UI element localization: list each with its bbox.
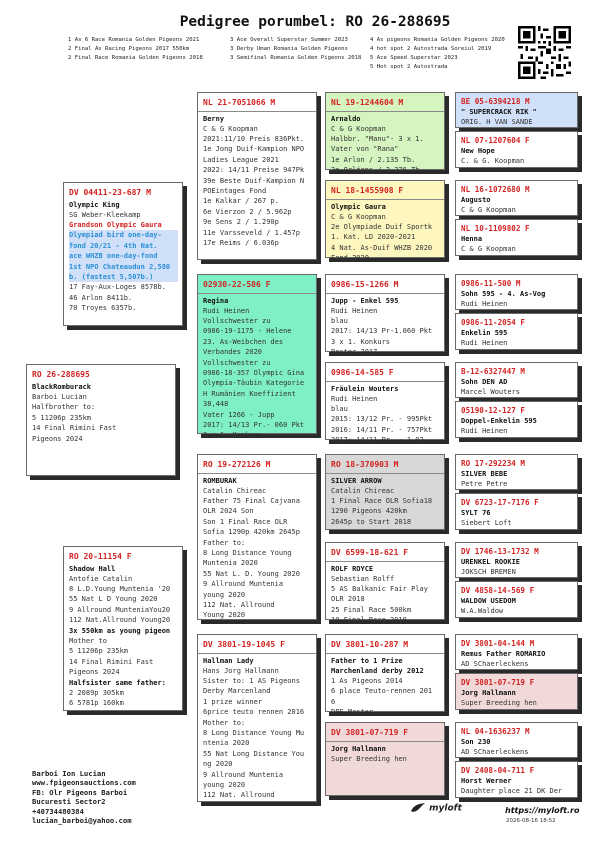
ring-number: NL 07-1207604 F	[461, 136, 530, 145]
pigeon-name: Son 230	[461, 738, 491, 746]
contact-line: www.fpigeonsauctions.com	[32, 778, 136, 788]
logo-text: myloft	[429, 803, 462, 814]
info-line: Derby Marcenland	[203, 687, 271, 696]
pigeon-name: New Hope	[461, 147, 495, 155]
info-line: Son 1 Final Race OLR	[203, 517, 288, 526]
pigeon-name: Father to 1 Prize Marchenland derby 2012	[331, 657, 424, 675]
info-line: 2e Orléans / 2.276 Tb.	[331, 166, 424, 175]
info-line: OLR 2024 Son	[203, 507, 254, 516]
owner-name: W.A.Waldow	[461, 607, 504, 615]
contact-line: +40734480384	[32, 806, 84, 816]
ring-number: NL 19-1244604 M	[331, 98, 404, 107]
divider	[198, 473, 316, 474]
info-line: Father 75 Final Cajvana	[203, 497, 300, 505]
pigeon-name: BlackRomburack	[32, 383, 92, 391]
achievement: 2 Final As Racing Pigeons 2017 550km	[68, 46, 190, 52]
owner-name: Siebert Loft	[461, 519, 512, 527]
granddam-maternal-card[interactable]	[197, 634, 317, 802]
pigeon-name: Henna	[461, 235, 483, 243]
ring-number: DV 4858-14-569 F	[461, 586, 535, 595]
pigeon-name: Hallman Lady	[203, 657, 254, 665]
pigeon-name: ROMBURAK	[203, 477, 237, 485]
pigeon-name: Regina	[203, 297, 229, 305]
info-line: 55 Nat L. D. Young 2020	[203, 569, 300, 578]
owner-name: Catalin Chireac	[331, 487, 395, 495]
achievement: 5 Hot spot 2 Autostrada	[370, 64, 448, 70]
info-line: Bester 2017	[331, 348, 378, 357]
info-line: Mother to	[69, 637, 107, 646]
divider	[326, 741, 444, 742]
divider	[198, 111, 316, 112]
highlight-line: b. (fastest 5,507b.)	[69, 272, 178, 282]
divider	[326, 473, 444, 474]
info-line: Vater von "Rana"	[331, 145, 399, 154]
ring-number: RO 20-11154 F	[69, 552, 132, 561]
pigeon-name: Sohn DEN AD	[461, 378, 508, 386]
info-line: Sofia 1290p 420km 2645p	[203, 528, 300, 537]
pigeon-name: Jupp - Enkel 595	[331, 297, 399, 305]
info-line: 5 11206p 235km	[69, 647, 129, 656]
info-line: 2021:11/10 Preis 836Pkt.	[203, 135, 305, 143]
owner-name: Rudi Heinen	[461, 427, 508, 435]
divider	[198, 293, 316, 294]
info-line: Vollschwester zu	[203, 317, 271, 325]
pigeon-name: Remus Father ROMARIO	[461, 650, 546, 658]
pigeon-name: Berny	[203, 115, 225, 123]
info-line: 8 Long Distance Young Mu	[203, 729, 305, 738]
ancestor-card-gen3-2[interactable]	[325, 180, 445, 263]
ring-number: 0986-15-1266 M	[331, 280, 399, 289]
ancestor-card-gen3-5[interactable]	[325, 454, 445, 530]
ancestor-card-gen4[interactable]	[455, 581, 578, 618]
grandsire-maternal-card[interactable]	[197, 454, 317, 620]
ancestor-card-gen4[interactable]	[455, 92, 578, 128]
achievement: 1 As 6 Race Romania Golden Pigeons 2021	[68, 37, 200, 43]
ring-number: DV 3801-07-719 F	[331, 728, 409, 737]
achievement: 4 As pigeons Romania Golden Pigeons 2020	[370, 37, 505, 43]
info-line: 2 2089p 305km	[69, 689, 124, 698]
info-line: Muntenia 2020	[203, 559, 258, 568]
owner-name: Petre Petre	[461, 480, 508, 488]
highlight-line: Olympiad bird one-day-	[69, 230, 178, 240]
info-line: 8 L.D.Young Muntenia '20	[69, 585, 171, 593]
info-line: blau	[331, 317, 348, 325]
info-line: 6	[331, 697, 336, 706]
highlight-line: Halfsister same father:	[69, 678, 166, 687]
info-line: 9 Allround MunteniaYou20	[69, 605, 171, 614]
ring-number: 0986-11-500 M	[461, 279, 521, 288]
owner-name: Hans Jorg Hallmann	[203, 667, 279, 675]
ring-number: RO 26-288695	[32, 370, 90, 379]
info-line: 17 Fay-Aux-Loges 8578b.	[69, 283, 166, 292]
ancestor-card-gen4[interactable]	[455, 362, 578, 398]
info-line: 9e Sens 2 / 1.290p	[203, 218, 279, 227]
info-line: Ladies League 2021	[203, 155, 279, 164]
info-line: 1290 Pigeons 420km	[331, 507, 407, 516]
owner-name: Rudi Heinen	[331, 395, 378, 403]
info-line: 112 Nat. Allround	[203, 791, 275, 800]
pigeon-name: Arnaldo	[331, 115, 361, 123]
ring-number: B-12-6327447 M	[461, 367, 526, 376]
info-line: 5 11206p 235km	[32, 413, 92, 422]
info-line: Vollschwester zu	[203, 358, 271, 367]
achievement: 3 Ace Overall Superstar Summer 2023	[230, 37, 348, 43]
ring-number: NL 16-1072680 M	[461, 185, 530, 194]
info-line: 38,448	[203, 400, 229, 409]
ancestor-card-gen4[interactable]	[455, 454, 578, 490]
pigeon-icon	[410, 802, 426, 814]
info-line: ng 2020	[203, 760, 233, 769]
info-line: Verbandes 2020	[203, 348, 263, 357]
divider	[198, 653, 316, 654]
info-line: 2017: 14/11 Pr. - 1.02	[331, 436, 424, 445]
info-line: Olympia-Täubin Kategorie	[203, 379, 305, 388]
owner-name: JOKSCH BREMEN	[461, 568, 516, 576]
divider	[326, 293, 444, 294]
pigeon-name: Augusto	[461, 196, 491, 204]
info-line: 2015: 13/12 Pr. - 995Pkt	[331, 415, 433, 424]
highlight-line: ace WHZB one-day-fond	[69, 251, 178, 261]
owner-name: Super Breeding hen	[331, 755, 407, 763]
info-line: OLR 2018	[331, 595, 365, 604]
contact-line: FB: Olr Pigeons Barboi	[32, 787, 128, 797]
info-line: 14 Final Rimini Fast	[69, 657, 154, 666]
ancestor-card-gen4[interactable]	[455, 131, 578, 168]
owner-name: SG Weber-Kleekamp	[69, 211, 141, 219]
info-line: DPF Master	[331, 708, 374, 717]
owner-name: C & G Koopman	[203, 125, 258, 133]
info-line: Pigeons 2024	[69, 668, 120, 677]
info-line: 70 Troyes 6357b.	[69, 304, 137, 313]
info-line: 10 Final Race 2018	[331, 616, 407, 625]
contact-line: Bucuresti Sector2	[32, 797, 106, 807]
info-line: Young 2020	[203, 611, 246, 620]
info-line: 8 Long Distance Young	[203, 549, 292, 558]
owner-name: C & G Koopman	[331, 125, 386, 133]
info-line: Father to:	[203, 538, 246, 547]
pigeon-name: Jorg Hallmann	[331, 745, 386, 753]
ring-number: 02930-22-586 F	[203, 280, 271, 289]
info-line: 14 Final Rimini Fast	[32, 424, 117, 433]
ancestor-card-gen4[interactable]	[455, 673, 578, 710]
info-line: 9 Allround Muntenia	[203, 770, 284, 779]
page-title: Pedigree porumbel: RO 26-288695	[179, 14, 451, 30]
pigeon-name: Enkelin 595	[461, 329, 508, 337]
ancestor-card-gen3-8[interactable]	[325, 722, 445, 796]
owner-name: Rudi Heinen	[461, 339, 508, 347]
info-line: H Rumänien Koeffizient	[203, 389, 296, 398]
pigeon-name: " SUPERCRACK RIK "	[461, 108, 537, 116]
ancestor-card-gen3-1[interactable]	[325, 92, 445, 175]
pigeon-name: Horst Werner	[461, 777, 512, 785]
ring-number: DV 3801-19-1045 F	[203, 640, 285, 649]
pigeon-name: Fräulein Wouters	[331, 385, 399, 393]
ring-number: RO 17-292234 M	[461, 459, 526, 468]
owner-name: Daughter place 21 DK Der	[461, 787, 563, 795]
ring-number: DV 3801-04-144 M	[461, 639, 535, 648]
grandsire-paternal-card[interactable]	[197, 92, 317, 260]
pigeon-name: SYLT 76	[461, 509, 491, 517]
ring-number: 0986-14-585 F	[331, 368, 394, 377]
myloft-logo	[410, 802, 462, 814]
contact-line: Barboi Ion Lucian	[32, 769, 106, 778]
highlight-line: Grandson Olympic Gaura	[69, 221, 162, 229]
highlight-line: fond 20/21 - 4th Nat.	[69, 241, 178, 251]
pigeon-name: WALDOW USEDOM	[461, 597, 516, 605]
info-line: 4 Nat. As-Duif WHZB 2020	[331, 243, 433, 252]
ring-number: DV 1746-13-1732 M	[461, 547, 539, 556]
owner-name: Catalin Chireac	[203, 487, 267, 495]
info-line: Barboi Lucian	[32, 393, 87, 401]
ancestor-card-gen4[interactable]	[455, 274, 578, 310]
pigeon-name: SILVER ARROW	[331, 477, 382, 485]
info-line: Vater 1266 - Jupp	[203, 410, 275, 419]
highlight-line: 3x 550km as young pigeon	[69, 626, 171, 635]
ring-number: 05190-12-127 F	[461, 406, 526, 415]
info-line: blau	[331, 405, 348, 413]
achievement: 3 Semifinal Romania Golden Pigeons 2018	[230, 55, 362, 61]
info-line: young 2020	[203, 590, 246, 599]
info-line: ntenia 2020	[203, 739, 250, 748]
info-line: 1 Final Race OLR Sofia18	[331, 497, 433, 505]
subject-pigeon-card[interactable]	[26, 364, 176, 476]
info-line: Pigeons 2024	[32, 434, 83, 443]
achievements-column-3	[370, 36, 505, 72]
divider	[326, 561, 444, 562]
info-line: 6price teuto rennen 2016	[203, 708, 305, 717]
info-line: 2017: 14/13 Pr-1.060 Pkt	[331, 327, 433, 336]
ring-number: DV 6723-17-7176 F	[461, 498, 539, 507]
owner-name: C & G Koopman	[461, 245, 516, 253]
info-line: young 2020	[203, 781, 246, 790]
info-line: 3 x 1. Konkurs	[203, 431, 263, 440]
ring-number: DV 04411-23-687 M	[69, 188, 151, 197]
info-line: 6 5781p 160km	[69, 699, 124, 708]
achievement: 4 hot spot 2 Autostrada Soreiul 2019	[370, 46, 492, 52]
info-line: 112 Nat. Allround	[203, 601, 275, 610]
ancestor-card-gen4[interactable]	[455, 401, 578, 438]
ancestor-card-gen4[interactable]	[455, 313, 578, 350]
sire-card[interactable]	[63, 182, 183, 326]
info-line: 0986-18-357 Olympic Gina	[203, 369, 305, 378]
divider	[326, 199, 444, 200]
ring-number: NL 18-1455908 F	[331, 186, 404, 195]
info-line: 1 As Pigeons 2014	[331, 677, 403, 685]
pigeon-name: SILVER BEBE	[461, 470, 508, 478]
info-line: 0986-19-1175 - Helene	[203, 327, 292, 336]
info-line: Halfbrother to:	[32, 403, 96, 412]
ancestor-card-gen4[interactable]	[455, 219, 578, 256]
ancestor-card-gen3-6[interactable]	[325, 542, 445, 625]
ancestor-card-gen4[interactable]	[455, 761, 578, 798]
divider	[326, 653, 444, 654]
ring-number: RO 19-272126 M	[203, 460, 271, 469]
pigeon-name: Doppel-Enkelin 595	[461, 417, 537, 425]
ring-number: DV 2408-04-711 F	[461, 766, 535, 775]
info-line: Fond 2020	[331, 254, 369, 263]
contact-line: lucian_barboi@yahoo.com	[32, 816, 132, 826]
ring-number: NL 10-1109802 F	[461, 224, 530, 233]
info-line: 55 Nat L D Young 2020	[69, 595, 158, 604]
ring-number: NL 04-1636237 M	[461, 727, 530, 736]
owner-name: AD SChaerleckens	[461, 660, 529, 668]
highlight-line: 1st NPO Chateaudun 2,580	[69, 262, 178, 272]
owner-name: Rudi Heinen	[461, 300, 508, 308]
achievements-column-1	[68, 36, 203, 63]
ancestor-card-gen4[interactable]	[455, 634, 578, 670]
granddam-paternal-card[interactable]	[197, 274, 317, 440]
info-line: 55 Nat Long Distance You	[203, 749, 305, 758]
pigeon-name: URENKEL ROOKIE	[461, 558, 521, 566]
ring-number: 0986-11-2054 F	[461, 318, 526, 327]
ancestor-card-gen4[interactable]	[455, 542, 578, 578]
pigeon-name: Jorg Hallmann	[461, 689, 516, 697]
info-line: 2e Olympiade Duif Sportk	[331, 223, 433, 231]
ancestor-card-gen4[interactable]	[455, 180, 578, 216]
ring-number: RO 18-370903 M	[331, 460, 399, 469]
ring-number: DV 3801-07-719 F	[461, 678, 535, 687]
owner-name: C. & G. Koopman	[461, 157, 525, 165]
info-line: Sister to: 1 AS Pigeons	[203, 677, 300, 685]
info-line: Halbbr. "Manu"- 3 x 1.	[331, 135, 424, 143]
info-line: POEintages Fond	[203, 187, 267, 196]
qr-code-icon	[518, 26, 571, 79]
info-line: 3 x 1. Konkurs	[331, 337, 391, 346]
achievement: 5 Ace Speed Superstar 2023	[370, 55, 458, 61]
divider	[326, 111, 444, 112]
owner-name: C & G Koopman	[461, 206, 516, 214]
info-line: 1e Kalkar / 267 p.	[203, 197, 279, 206]
contact-block	[32, 769, 136, 825]
owner-name: ORIG. H VAN SANDE	[461, 118, 533, 126]
pigeon-name: Olympic Gaura	[331, 203, 386, 211]
owner-name: Rudi Heinen	[331, 307, 378, 315]
ancestor-card-gen3-7[interactable]	[325, 634, 445, 717]
info-line: 112 Nat.Allround Young20	[69, 616, 171, 625]
achievement: 2 Final Race Romania Golden Pigeons 2018	[68, 55, 203, 61]
info-line: 1e Arlon / 2.135 Tb.	[331, 155, 416, 164]
info-line: 6 place Teuto-rennen 201	[331, 687, 433, 696]
info-line: 46 Arlon 8411b.	[69, 293, 133, 302]
achievements-column-2	[230, 36, 361, 63]
info-line: 1e Jong Duif-Kampion NPO	[203, 145, 305, 154]
info-line: 5 AS Balkanic Fair Play	[331, 585, 428, 593]
website-link[interactable]: https://myloft.ro	[505, 806, 580, 815]
ancestor-card-gen4[interactable]	[455, 722, 578, 758]
timestamp: 2026-08-16 18:52	[506, 818, 556, 824]
ring-number: BE 05-6394218 M	[461, 97, 530, 106]
divider	[326, 381, 444, 382]
info-line: 6e Vierzon 2 / 5.962p	[203, 207, 292, 216]
pigeon-name: Shadow Hall	[69, 565, 116, 573]
pigeon-name: Sohn 595 - 4. As-Vog	[461, 290, 546, 298]
ancestor-card-gen3-4[interactable]	[325, 362, 445, 445]
info-line: Mother to:	[203, 718, 246, 727]
achievement: 3 Derby Uman Romania Golden Pigeons	[230, 46, 348, 52]
pigeon-name: ROLF ROYCE	[331, 565, 374, 573]
ring-number: DV 3801-10-287 M	[331, 640, 409, 649]
info-line: 17e Reims / 6.036p	[203, 239, 279, 248]
info-line: 39e Beste Duif-Kampion N	[203, 176, 305, 185]
info-line: 2645p to Start 2018	[331, 517, 412, 526]
pigeon-name: Olympic King	[69, 201, 120, 209]
info-line: 25 Final Race 500km	[331, 605, 412, 614]
info-line: 2017: 14/13 Pr.- 060 Pkt	[203, 421, 305, 430]
owner-name: C & G Koopman	[331, 213, 386, 221]
info-line: 1. Kat. LD 2020-2021	[331, 233, 416, 242]
owner-name: Antofie Catalin	[69, 575, 133, 583]
info-line: 2022: 14/11 Preise 947Pk	[203, 166, 305, 175]
ancestor-card-gen4[interactable]	[455, 493, 578, 530]
info-line: 23. As-Weibchen des	[203, 337, 284, 346]
owner-name: AD SChaerleckens	[461, 748, 529, 756]
info-line: 9 Allround Muntenia	[203, 580, 284, 589]
info-line: 11e Varsseveld / 1.457p	[203, 228, 300, 237]
owner-name: Marcel Wouters	[461, 388, 521, 396]
owner-name: Super Breeding hen	[461, 699, 537, 707]
ring-number: NL 21-7051066 M	[203, 98, 276, 107]
ancestor-card-gen3-3[interactable]	[325, 274, 445, 357]
dam-card[interactable]	[63, 546, 183, 711]
ring-number: DV 6599-18-621 F	[331, 548, 409, 557]
info-line: 1 prize winner	[203, 697, 263, 706]
owner-name: Sebastian Rolff	[331, 575, 395, 583]
info-line: 2016: 14/11 Pr. - 757Pkt	[331, 425, 433, 434]
owner-name: Rudi Heinen	[203, 307, 250, 315]
